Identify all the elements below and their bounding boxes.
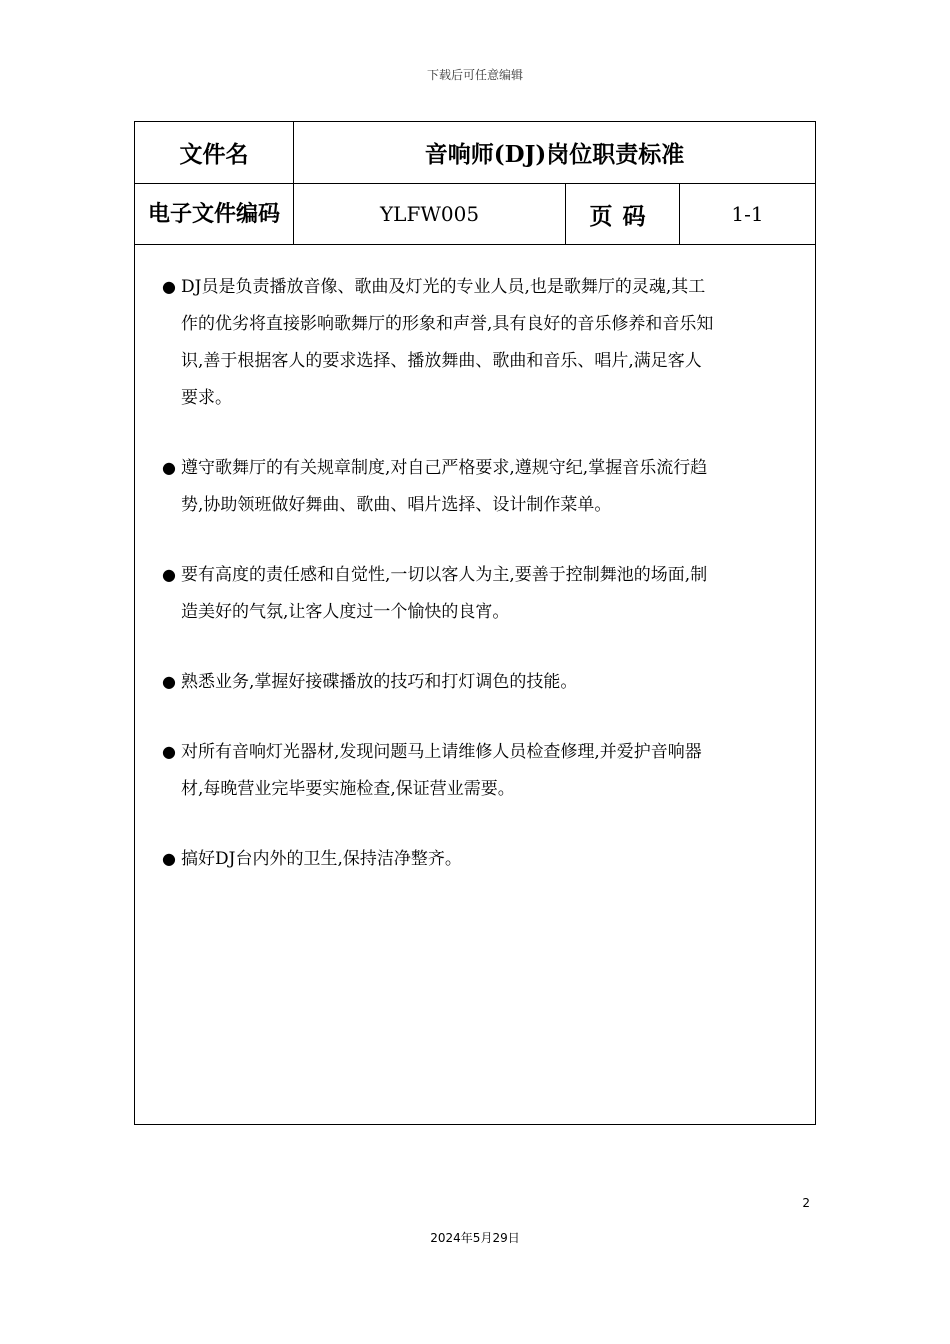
table-row-title	[135, 122, 815, 184]
bullet-icon: ●	[162, 565, 176, 584]
duty-text: DJ员是负责播放音像、歌曲及灯光的专业人员,也是歌舞厅的灵魂,其工 作的优劣将直接影响歌舞厅的形象和声誉,具有良好的音乐修养和音乐知 识,善于根据客人的要求选择、播放舞曲、歌曲和音乐、唱片,满足客人 要求。	[181, 277, 714, 408]
electronic-code-value: YLFW005	[293, 184, 565, 244]
bullet-icon: ●	[162, 458, 176, 477]
duty-text: 搞好DJ台内外的卫生,保持洁净整齐。	[181, 849, 462, 869]
table-row-meta	[135, 184, 815, 245]
duty-text: 要有高度的责任感和自觉性,一切以客人为主,要善于控制舞池的场面,制 造美好的气氛,让客人度过一个愉快的良宵。	[181, 565, 708, 622]
electronic-code-label: 电子文件编码	[147, 200, 280, 227]
footer-date: 2024年5月29日	[430, 1231, 520, 1245]
document-title: 音响师(DJ)岗位职责标准	[293, 122, 815, 183]
duty-item	[162, 663, 792, 701]
duty-text: 熟悉业务,掌握好接碟播放的技巧和打灯调色的技能。	[181, 672, 578, 692]
page-label: 页码	[565, 184, 679, 244]
bullet-icon: ●	[162, 849, 176, 868]
bullet-icon: ●	[162, 742, 176, 761]
bullet-icon: ●	[162, 277, 176, 296]
duty-item	[162, 733, 792, 808]
duties-list	[162, 268, 792, 910]
bullet-icon: ●	[162, 672, 176, 691]
page-value: 1-1	[679, 184, 815, 244]
duty-item	[162, 556, 792, 631]
duty-item	[162, 268, 792, 417]
duty-item	[162, 449, 792, 524]
filename-label: 文件名	[179, 141, 249, 168]
duty-text: 对所有音响灯光器材,发现问题马上请维修人员检查修理,并爱护音响器 材,每晚营业完毕要实施检查,保证营业需要。	[181, 742, 702, 799]
header-note: 下载后可任意编辑	[426, 68, 523, 82]
duty-item	[162, 840, 792, 878]
duty-text: 遵守歌舞厅的有关规章制度,对自己严格要求,遵规守纪,掌握音乐流行趋 势,协助领班做好舞曲、歌曲、唱片选择、设计制作菜单。	[181, 458, 708, 515]
page-number: 2	[802, 1196, 810, 1210]
